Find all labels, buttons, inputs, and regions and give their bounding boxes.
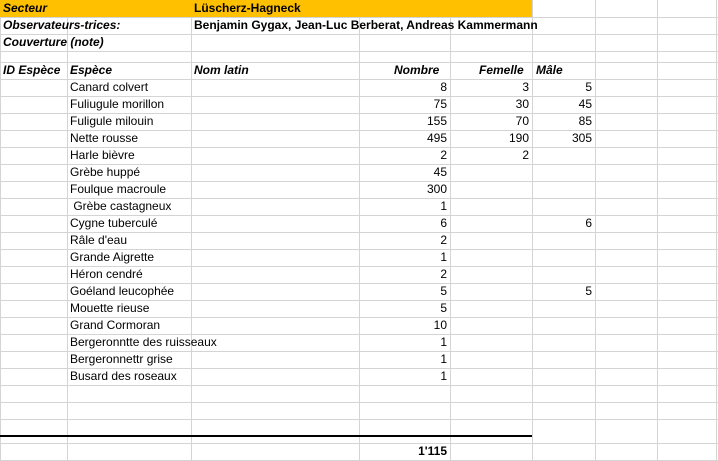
table-row [0,249,718,266]
cell-nom-latin[interactable] [191,334,359,351]
cell-espece[interactable]: Grèbe huppé [70,165,141,179]
cell-nombre[interactable]: 1 [440,352,447,366]
cell-femelle[interactable] [450,181,532,198]
cell-femelle[interactable]: 3 [522,80,529,94]
cell-espece[interactable]: Bergeronntte des ruisseaux [70,335,217,349]
cell-espece[interactable]: Harle bièvre [70,148,135,162]
cell-espece[interactable]: Canard colvert [70,80,149,94]
cell-male[interactable] [532,351,595,368]
cell-espece[interactable]: Fuligule milouin [70,114,154,128]
cell-nom-latin[interactable] [191,317,359,334]
cell-nom-latin[interactable] [191,113,359,130]
cell-male[interactable]: 5 [585,284,592,298]
cell-nombre[interactable]: 2 [440,148,447,162]
cell-id[interactable] [0,317,67,334]
column-header-male[interactable]: Mâle [536,63,563,77]
cell-nombre[interactable]: 10 [433,318,447,332]
cell-femelle[interactable] [450,266,532,283]
cell-id[interactable] [0,130,67,147]
cell-femelle[interactable] [450,198,532,215]
cell-femelle[interactable] [450,232,532,249]
cell-nombre[interactable]: 6 [440,216,447,230]
cell-nombre[interactable]: 75 [433,97,447,111]
cell-male[interactable]: 5 [585,80,592,94]
cell-espece[interactable]: Fuliugule morillon [70,97,165,111]
header-row-couverture [0,34,718,51]
cell-male[interactable] [532,164,595,181]
cell-id[interactable] [0,181,67,198]
column-header-nombre[interactable]: Nombre [394,63,440,77]
table-row [0,130,718,147]
table-row [0,96,718,113]
column-header-espece[interactable]: Espèce [70,63,113,77]
cell-id[interactable] [0,283,67,300]
cell-nombre[interactable]: 8 [440,80,447,94]
cell-nombre[interactable]: 1 [440,199,447,213]
table-row [0,79,718,96]
secteur-label[interactable]: Secteur [0,0,191,17]
cell-nom-latin[interactable] [191,351,359,368]
total-nombre[interactable]: 1'115 [418,444,447,458]
cell-male[interactable] [532,232,595,249]
cell-id[interactable] [0,368,67,385]
cell-nombre[interactable]: 495 [426,131,447,145]
cell-male[interactable]: 6 [585,216,592,230]
cell-nom-latin[interactable] [191,266,359,283]
cell-femelle[interactable] [450,249,532,266]
cell-nombre[interactable]: 155 [426,114,447,128]
cell-nombre[interactable]: 5 [440,284,447,298]
cell-nom-latin[interactable] [191,368,359,385]
cell-male[interactable] [532,198,595,215]
table-row [0,113,718,130]
cell-nom-latin[interactable] [191,130,359,147]
cell-nombre[interactable]: 1 [440,250,447,264]
cell-id[interactable] [0,334,67,351]
cell-id[interactable] [0,351,67,368]
cell-id[interactable] [0,266,67,283]
column-header-nom-latin[interactable]: Nom latin [194,63,249,77]
table-row [0,300,718,317]
observateurs-label[interactable]: Observateurs-trices: [3,18,121,32]
cell-id[interactable] [0,113,67,130]
cell-femelle[interactable] [450,283,532,300]
cell-femelle[interactable]: 190 [508,131,529,145]
table-row [0,164,718,181]
cell-id[interactable] [0,198,67,215]
cell-nom-latin[interactable] [191,232,359,249]
cell-nombre[interactable]: 2 [440,267,447,281]
cell-femelle[interactable]: 2 [522,148,529,162]
table-row [0,215,718,232]
cell-nombre[interactable]: 300 [426,182,447,196]
column-header-femelle[interactable]: Femelle [479,63,524,77]
cell-id[interactable] [0,79,67,96]
table-row [0,147,718,164]
cell-male[interactable]: 45 [578,97,592,111]
cell-espece[interactable]: Goéland leucophée [70,284,175,298]
table-row [0,232,718,249]
cell-nombre[interactable]: 1 [440,369,447,383]
couverture-label[interactable]: Couverture (note) [3,35,104,49]
cell-id[interactable] [0,164,67,181]
cell-espece[interactable]: Bergeronnettr grise [70,352,173,366]
header-row-secteur [0,0,718,17]
cell-nom-latin[interactable] [191,96,359,113]
cell-femelle[interactable] [450,334,532,351]
cell-nom-latin[interactable] [191,215,359,232]
cell-nom-latin[interactable] [191,198,359,215]
table-row [0,351,718,368]
table-row [0,181,718,198]
cell-nombre[interactable]: 2 [440,233,447,247]
cell-male[interactable] [532,181,595,198]
cell-male[interactable] [532,147,595,164]
cell-femelle[interactable] [450,164,532,181]
cell-espece[interactable]: Mouette rieuse [70,301,150,315]
observateurs-value[interactable]: Benjamin Gygax, Jean-Luc Berberat, Andreas Kammermann [194,18,538,32]
cell-femelle[interactable]: 30 [515,97,529,111]
table-row [0,334,718,351]
cell-male[interactable] [532,368,595,385]
table-row [0,317,718,334]
cell-espece[interactable]: Nette rousse [70,131,139,145]
cell-nom-latin[interactable] [191,79,359,96]
cell-espece[interactable]: Busard des roseaux [70,369,177,383]
table-row [0,283,718,300]
cell-id[interactable] [0,215,67,232]
cell-id[interactable] [0,96,67,113]
column-header-row [0,62,718,79]
cell-espece[interactable]: Grand Cormoran [70,318,161,332]
column-header-id[interactable]: ID Espèce [3,63,61,77]
cell-espece[interactable]: Râle d'eau [70,233,127,247]
cell-espece[interactable]: Grande Aigrette [70,250,155,264]
cell-nom-latin[interactable] [191,164,359,181]
cell-id[interactable] [0,300,67,317]
cell-nombre[interactable]: 45 [433,165,447,179]
cell-femelle[interactable]: 70 [515,114,529,128]
cell-femelle[interactable] [450,317,532,334]
cell-espece[interactable]: Foulque macroule [70,182,167,196]
total-separator-line [0,435,532,437]
cell-femelle[interactable] [450,351,532,368]
cell-femelle[interactable] [450,300,532,317]
cell-id[interactable] [0,147,67,164]
cell-male[interactable] [532,300,595,317]
total-row [0,443,718,460]
cell-nom-latin[interactable] [191,283,359,300]
cell-nom-latin[interactable] [191,147,359,164]
cell-nombre[interactable]: 1 [440,335,447,349]
cell-femelle[interactable] [450,215,532,232]
cell-espece[interactable]: Cygne tuberculé [70,216,158,230]
cell-nom-latin[interactable] [191,181,359,198]
cell-nombre[interactable]: 5 [440,301,447,315]
cell-male[interactable] [532,317,595,334]
cell-espece[interactable]: Grèbe castagneux [70,199,172,213]
cell-nom-latin[interactable] [191,249,359,266]
cell-id[interactable] [0,249,67,266]
cell-male[interactable] [532,266,595,283]
cell-male[interactable]: 305 [571,131,592,145]
secteur-value[interactable]: Lüscherz-Hagneck [191,0,532,17]
cell-nom-latin[interactable] [191,300,359,317]
cell-male[interactable] [532,249,595,266]
cell-male[interactable] [532,334,595,351]
table-row [0,368,718,385]
header-row-observateurs [0,17,718,34]
cell-espece[interactable]: Héron cendré [70,267,143,281]
cell-id[interactable] [0,232,67,249]
cell-male[interactable]: 85 [578,114,592,128]
table-row [0,266,718,283]
cell-femelle[interactable] [450,368,532,385]
table-row [0,198,718,215]
